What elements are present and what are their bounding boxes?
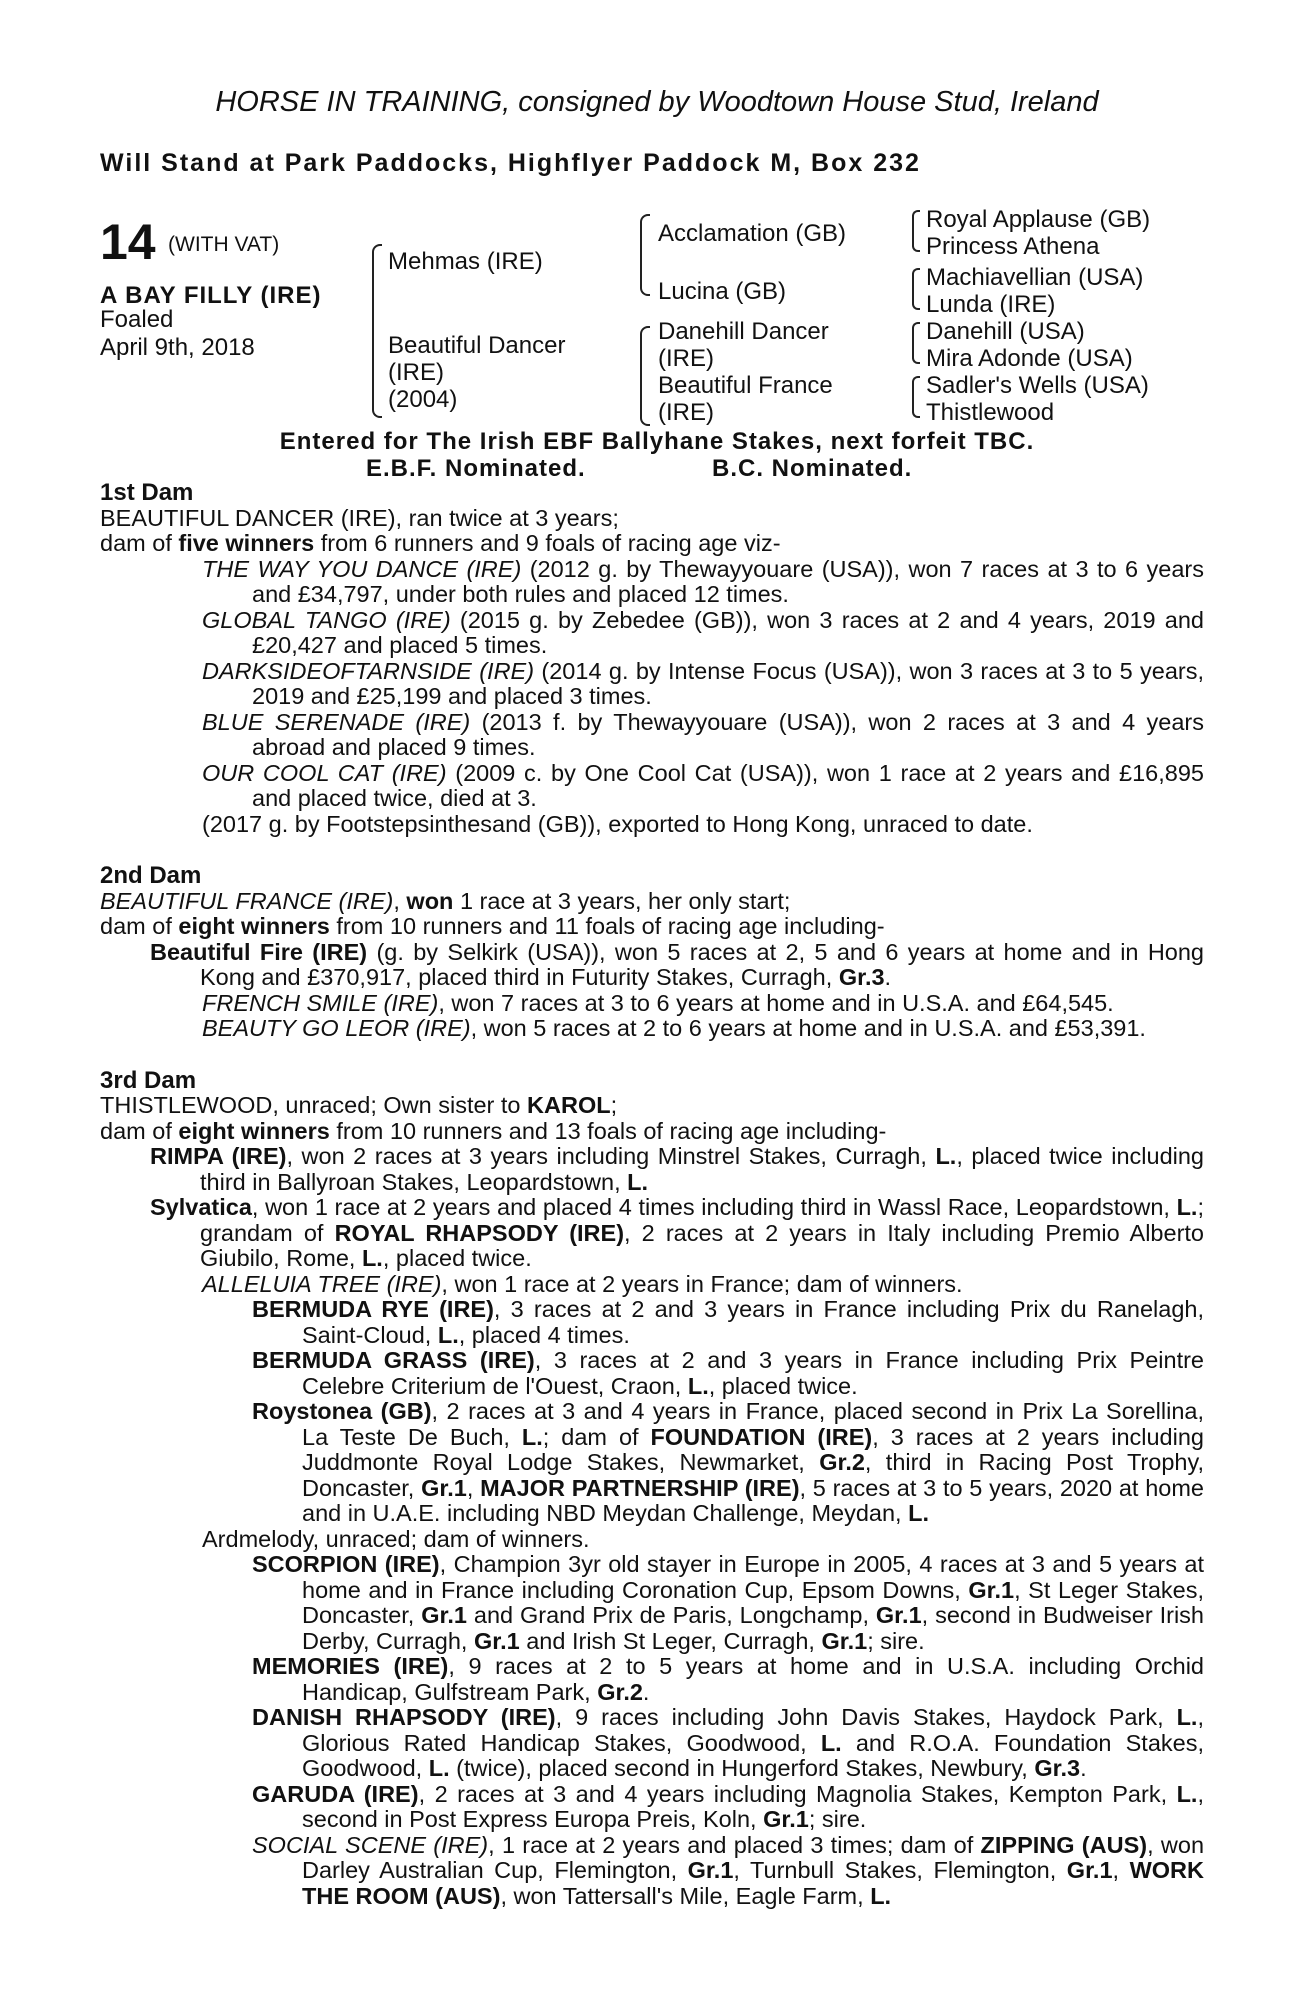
pedigree-sire: Mehmas (IRE) xyxy=(388,248,543,275)
pedigree-gen3-6: Mira Adonde (USA) xyxy=(926,345,1133,372)
brace-sire-sire xyxy=(912,210,920,252)
pedigree-dam-dam-line2: (IRE) xyxy=(658,399,714,426)
pedigree-gen3-4: Lunda (IRE) xyxy=(926,291,1056,318)
produce-record xyxy=(100,480,1204,1909)
pedigree-gen3-3: Machiavellian (USA) xyxy=(926,264,1144,291)
produce-entry: DANISH RHAPSODY (IRE), 9 races including John Davis Stakes, Haydock Park, L., Glorious Rated Handicap Stakes, Goodwood, L. and R.O.A. Foundation Stakes, Goodwood, L. (twice), placed second in Hungerford Stakes, Newbury, Gr.3. xyxy=(252,1704,1204,1781)
ebf-nomination: E.B.F. Nominated. xyxy=(366,455,586,482)
pedigree-dam-line2: (IRE) xyxy=(388,359,444,386)
produce-entry: ALLELUIA TREE (IRE), won 1 race at 2 years in France; dam of winners. xyxy=(202,1270,963,1297)
stand-location: Will Stand at Park Paddocks, Highflyer Paddock M, Box 232 xyxy=(100,149,921,177)
produce-entry: SOCIAL SCENE (IRE), 1 race at 2 years and placed 3 times; dam of ZIPPING (AUS), won Darley Australian Cup, Flemington, Gr.1, Turnbull Stakes, Flemington, Gr.1, WORK THE ROOM (AUS), won Tattersall's Mile, Eagle Farm, L. xyxy=(252,1831,1205,1909)
produce-entry: FRENCH SMILE (IRE), won 7 races at 3 to 6 years at home and in U.S.A. and £64,545. xyxy=(202,989,1114,1016)
produce-entry: SCORPION (IRE), Champion 3yr old stayer in Europe in 2005, 4 races at 3 and 5 years at home and in France including Coronation Cup, Epsom Downs, Gr.1, St Leger Stakes, Doncaster, Gr.1 and Grand Prix de Paris, Longchamp, Gr.1, second in Budweiser Irish Derby, Curragh, Gr.1 and Irish St Leger, Curragh, Gr.1; sire. xyxy=(252,1551,1204,1654)
first-dam-dam-of: dam of five winners from 6 runners and 9 foals of racing age viz- xyxy=(100,530,781,556)
pedigree-gen3-8: Thistlewood xyxy=(926,399,1055,426)
second-dam-heading: 2nd Dam xyxy=(100,862,202,889)
produce-entry: BEAUTY GO LEOR (IRE), won 5 races at 2 to 6 years at home and in U.S.A. and £53,391. xyxy=(202,1015,1146,1041)
pedigree-gen3-2: Princess Athena xyxy=(926,233,1100,260)
produce-entry: OUR COOL CAT (IRE) (2009 c. by One Cool Cat (USA)), won 1 race at 2 years and £16,895 and placed twice, died at 3. xyxy=(202,759,1204,811)
pedigree-dam-sire-line1: Danehill Dancer xyxy=(658,318,829,345)
pedigree-dam-line3: (2004) xyxy=(388,386,458,413)
first-dam-intro: BEAUTIFUL DANCER (IRE), ran twice at 3 years; xyxy=(100,504,619,531)
third-dam-heading: 3rd Dam xyxy=(100,1066,197,1094)
produce-entry: Sylvatica, won 1 race at 2 years and placed 4 times including third in Wassl Race, Leopardstown, L.; grandam of ROYAL RHAPSODY (IRE), 2 races at 2 years in Italy including Premio Alberto Giubilo, Rome, L., placed twice. xyxy=(150,1194,1204,1271)
race-entry-note: Entered for The Irish EBF Ballyhane Stakes, next forfeit TBC. xyxy=(279,428,1035,455)
brace-dam-sire xyxy=(912,322,920,364)
produce-entry: BERMUDA GRASS (IRE), 3 races at 2 and 3 years in France including Prix Peintre Celebre Criterium de l'Ouest, Craon, L., placed twice. xyxy=(252,1347,1205,1399)
produce-entry: DARKSIDEOFTARNSIDE (IRE) (2014 g. by Intense Focus (USA)), won 3 races at 3 to 5 years, 2019 and £25,199 and placed 3 times. xyxy=(202,657,1205,709)
pedigree-sire-dam: Lucina (GB) xyxy=(658,278,787,305)
produce-entry: BERMUDA RYE (IRE), 3 races at 2 and 3 years in France including Prix du Ranelagh, Saint-Cloud, L., placed 4 times. xyxy=(252,1296,1204,1348)
produce-entry: Ardmelody, unraced; dam of winners. xyxy=(202,1525,590,1552)
produce-entry: RIMPA (IRE), won 2 races at 3 years including Minstrel Stakes, Curragh, L., placed twice including third in Ballyroan Stakes, Leopardstown, L. xyxy=(150,1143,1204,1195)
second-dam-intro: BEAUTIFUL FRANCE (IRE), won 1 race at 3 years, her only start; xyxy=(100,887,791,914)
foaled-label: Foaled xyxy=(100,306,174,333)
brace-sire-line xyxy=(640,214,650,296)
brace-generation-1 xyxy=(372,244,382,418)
consignor-heading: HORSE IN TRAINING, consigned by Woodtown House Stud, Ireland xyxy=(215,86,1099,118)
first-dam-heading: 1st Dam xyxy=(100,479,194,506)
third-dam-dam-of: dam of eight winners from 10 runners and 13 foals of racing age including- xyxy=(100,1117,887,1144)
pedigree-dam-dam-line1: Beautiful France xyxy=(658,372,833,399)
vat-note: (WITH VAT) xyxy=(168,233,280,256)
produce-entry: GARUDA (IRE), 2 races at 3 and 4 years including Magnolia Stakes, Kempton Park, L., second in Post Express Europa Preis, Koln, Gr.1; sire. xyxy=(252,1780,1204,1832)
pedigree-gen3-7: Sadler's Wells (USA) xyxy=(926,372,1149,399)
third-dam-intro: THISTLEWOOD, unraced; Own sister to KAROL; xyxy=(100,1092,618,1118)
brace-dam-dam xyxy=(912,376,920,418)
produce-entry: Beautiful Fire (IRE) (g. by Selkirk (USA)), won 5 races at 2, 5 and 6 years at home and in Hong Kong and £370,917, placed third in Futurity Stakes, Curragh, Gr.3. xyxy=(150,938,1205,990)
produce-entry: THE WAY YOU DANCE (IRE) (2012 g. by Thewayyouare (USA)), won 7 races at 3 to 6 years and £34,797, under both rules and placed 12 times. xyxy=(202,555,1204,607)
produce-entry: Roystonea (GB), 2 races at 3 and 4 years in France, placed second in Prix La Sorellina, La Teste De Buch, L.; dam of FOUNDATION (IRE), 3 races at 2 years including Juddmonte Royal Lodge Stakes, Newmarket, Gr.2, third in Racing Post Trophy, Doncaster, Gr.1, MAJOR PARTNERSHIP (IRE), 5 races at 3 to 5 years, 2020 at home and in U.A.E. including NBD Meydan Challenge, Meydan, L. xyxy=(252,1398,1205,1526)
second-dam-dam-of: dam of eight winners from 10 runners and 11 foals of racing age including- xyxy=(100,913,885,939)
pedigree-gen3-1: Royal Applause (GB) xyxy=(926,206,1151,233)
bc-nomination: B.C. Nominated. xyxy=(712,455,913,482)
pedigree-dam-line1: Beautiful Dancer xyxy=(388,332,566,359)
horse-name: A BAY FILLY (IRE) xyxy=(100,282,322,309)
produce-entry: BLUE SERENADE (IRE) (2013 f. by Thewayyouare (USA)), won 2 races at 3 and 4 years abroad and placed 9 times. xyxy=(202,708,1204,760)
lot-number: 14 xyxy=(100,214,156,270)
pedigree-dam-sire-line2: (IRE) xyxy=(658,345,714,372)
pedigree-sire-sire: Acclamation (GB) xyxy=(658,220,847,247)
produce-entry: (2017 g. by Footstepsinthesand (GB)), exported to Hong Kong, unraced to date. xyxy=(202,810,1033,837)
foaled-date: April 9th, 2018 xyxy=(100,334,255,361)
brace-sire-dam xyxy=(912,268,920,310)
brace-dam-line xyxy=(640,326,650,426)
produce-entry: MEMORIES (IRE), 9 races at 2 to 5 years at home and in U.S.A. including Orchid Handicap, Gulfstream Park, Gr.2. xyxy=(252,1653,1204,1705)
pedigree-gen3-5: Danehill (USA) xyxy=(926,318,1085,345)
produce-entry: GLOBAL TANGO (IRE) (2015 g. by Zebedee (GB)), won 3 races at 2 and 4 years, 2019 and £20,427 and placed 5 times. xyxy=(202,606,1204,658)
